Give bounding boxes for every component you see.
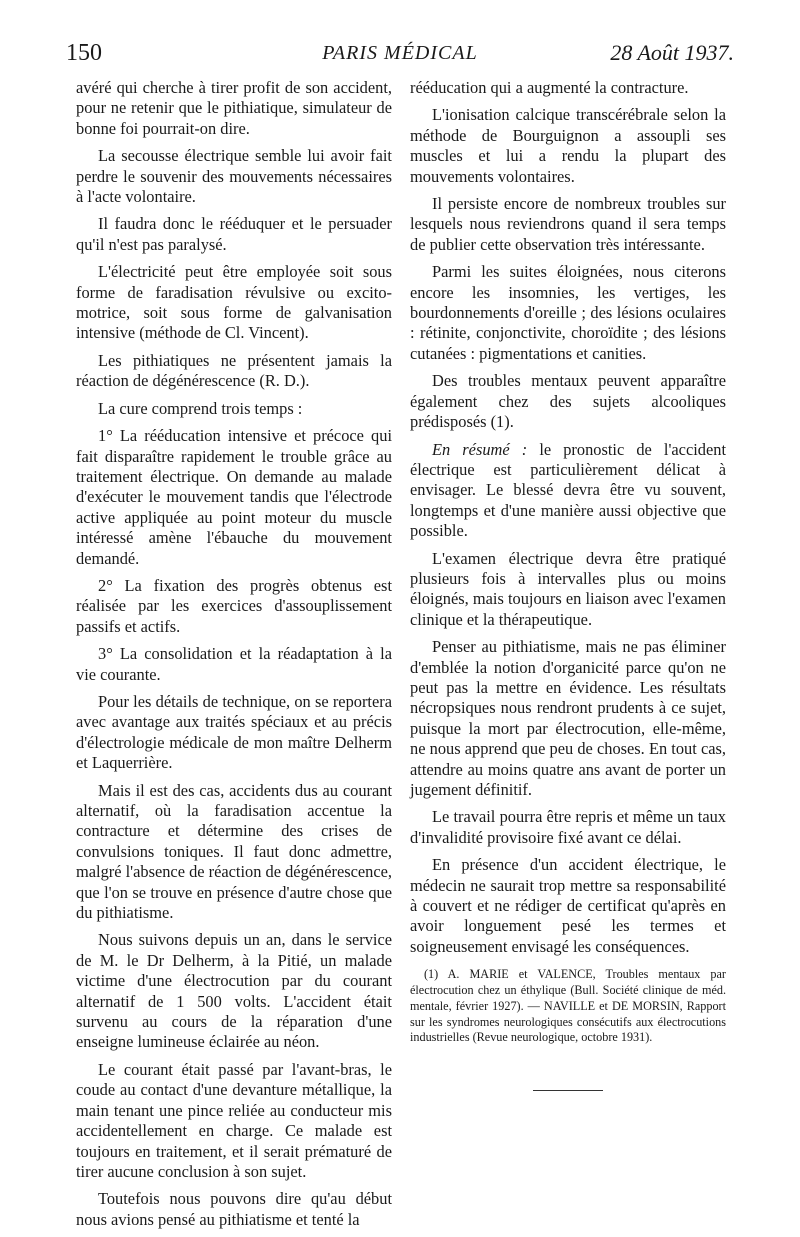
paragraph: rééducation qui a augmenté la contracture. [410, 78, 689, 97]
paragraph: Nous suivons depuis un an, dans le service de M. le Dr Delherm, à la Pitié, un malade victime d'une électrocution par du courant alternatif de 1 500 volts. L'accident était survenu au cours de la réparation d'une enseigne lumineuse éclairée au néon. [76, 930, 392, 1052]
right-column [410, 78, 726, 1091]
paragraph: 2° La fixation des progrès obtenus est réalisée par les exercices d'assouplissement passifs et actifs. [76, 575, 392, 636]
footnotes [410, 967, 726, 1046]
summary-paragraph [410, 440, 726, 542]
paragraph: La cure comprend trois temps : [98, 398, 303, 418]
left-column [76, 78, 392, 1237]
paragraph: Il faudra donc le rééduquer et le persuader qu'il n'est pas paralysé. [76, 214, 392, 254]
paragraph: En présence d'un accident électrique, le médecin ne saurait trop mettre sa responsabilité à couvert et ne rédiger de certificat qu'après en avoir longuement pesé les termes et soigneusement envisagé les conséquences. [410, 855, 726, 956]
page-header [66, 40, 734, 74]
footnote: (1) A. MARIE et VALENCE, Troubles mentaux par électrocution chez un éthylique (Bull. Société clinique de méd. mentale, février 1927). — NAVILLE et DE MORSIN, Rapport sur les syndromes neurologiques consécutifs aux électrocutions industrielles (Revue neurologique, octobre 1931). [410, 967, 726, 1045]
summary-lead: En résumé : [432, 439, 528, 459]
paragraph: L'ionisation calcique transcérébrale selon la méthode de Bourguignon a assoupli ses muscles et lui a rendu la plupart des mouvements volontaires. [410, 105, 726, 186]
paragraph: 1° La rééducation intensive et précoce qui fait disparaître rapidement le trouble grâce au traitement électrique. On demande au malade d'exécuter le mouvement tandis que l'électrode active appliquée au point moteur du muscle intéressé amène l'ébauche du mouvement demandé. [76, 426, 392, 568]
paragraph: Parmi les suites éloignées, nous citerons encore les insomnies, les vertiges, les bourdonnements d'oreille ; des lésions oculaires : rétinite, conjonctivite, choroïdite ; des lésions cutanées : pigmentations et canities. [410, 262, 726, 363]
paragraph: Les pithiatiques ne présentent jamais la réaction de dégénérescence (R. D.). [76, 350, 392, 391]
paragraph: Toutefois nous pouvons dire qu'au début nous avions pensé au pithiatisme et tenté la [76, 1189, 392, 1229]
paragraph: L'électricité peut être employée soit sous forme de faradisation révulsive ou excito-motrice, soit sous forme de galvanisation intensive (méthode de Cl. Vincent). [76, 262, 392, 343]
paragraph: Il persiste encore de nombreux troubles sur lesquels nous reviendrons quand il sera temps de publier cette observation très intéressante. [410, 194, 726, 254]
summary-text: le pronostic de l'accident électrique est particulièrement délicat à envisager. Le blessé devra être vu souvent, longtemps et d'une manière aussi objective que possible. [410, 439, 727, 541]
end-rule [533, 1090, 603, 1091]
paragraph: avéré qui cherche à tirer profit de son accident, pour ne retenir que le pithiatique, simulateur de bonne foi pourrait-on dire. [76, 78, 392, 138]
paragraph: Penser au pithiatisme, mais ne pas éliminer d'emblée la notion d'organicité parce qu'on ne peut pas la mettre en évidence. Les résultats nécropsiques nous rendront prudents à ce sujet, puisque la mort par électrocution, elle-même, ne nous apprend que peu de choses. En tout cas, attendre au moins quatre ans avant de porter un jugement définitif. [410, 637, 726, 799]
paragraph: Pour les détails de technique, on se reportera avec avantage aux traités spéciaux et au précis d'électrologie médicale de mon maître Delherm et Laquerrière. [76, 691, 392, 773]
page-number: 150 [66, 40, 102, 66]
paragraph: 3° La consolidation et la réadaptation à la vie courante. [76, 644, 392, 684]
paragraph: Des troubles mentaux peuvent apparaître également chez des sujets alcooliques prédisposés (1). [410, 371, 726, 432]
paragraph: Mais il est des cas, accidents dus au courant alternatif, où la faradisation accentue la contracture et détermine des crises de convulsions toniques. Il faut donc admettre, malgré l'absence de réaction de dégénérescence, que l'on se trouve en présence d'autre chose que du pithiatisme. [76, 780, 393, 923]
paragraph: Le courant était passé par l'avant-bras, le coude au contact d'une devanture métallique, la main tenant une pince reliée au conducteur mis accidentellement en charge. Ce malade est toujours en traitement, et il serait prématuré de tirer aucune conclusion à son sujet. [76, 1059, 392, 1181]
paragraph: L'examen électrique devra être pratiqué plusieurs fois à intervalles plus ou moins éloignés, mais toujours en liaison avec l'examen clinique et la thérapeutique. [410, 548, 726, 629]
paragraph: La secousse électrique semble lui avoir fait perdre le souvenir des mouvements nécessaires à l'acte volontaire. [76, 146, 392, 207]
paragraph: Le travail pourra être repris et même un taux d'invalidité provisoire fixé avant ce délai. [410, 807, 726, 847]
journal-title: PARIS MÉDICAL [322, 42, 478, 64]
issue-date: 28 Août 1937. [610, 40, 734, 65]
